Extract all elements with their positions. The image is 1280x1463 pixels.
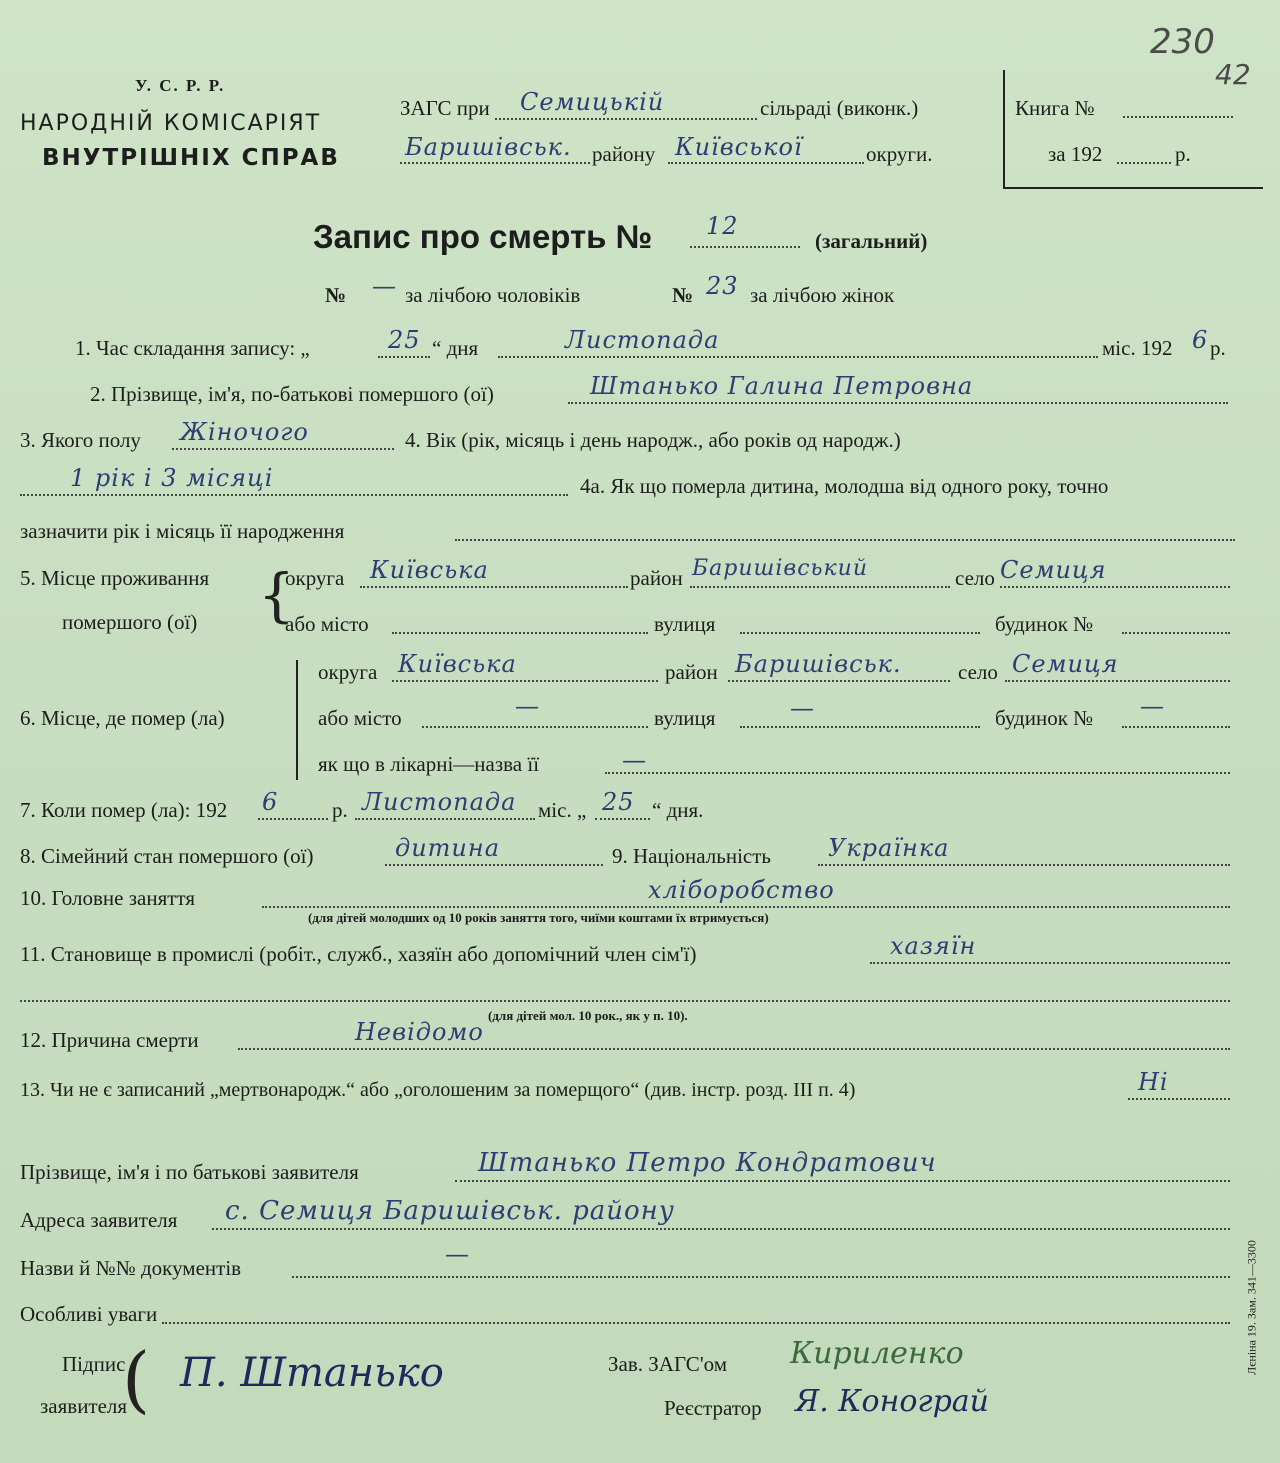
book-year-end: р. [1175, 142, 1191, 166]
f3-sex-hw: Жіночого [180, 418, 309, 446]
f1-label: 1. Час складання запису: „ [75, 336, 310, 360]
archive-number-top: 230 [1150, 22, 1215, 62]
f6-label: 6. Місце, де помер (ла) [20, 706, 225, 730]
f4-age-hw: 1 рік і 3 місяці [70, 464, 274, 492]
f5-okruha-hw: Київська [370, 556, 489, 584]
commissariat-label: НАРОДНІЙ КОМІСАРІЯТ [20, 111, 322, 136]
f1-month-label: міс. 192 [1102, 336, 1173, 360]
f4a-continuation: зазначити рік і місяць її народження [20, 519, 345, 543]
f6-rayon-hw: Баришівськ. [735, 650, 902, 678]
f9-label: 9. Національність [612, 844, 772, 868]
zags-suffix: сільраді (виконк.) [760, 96, 919, 120]
f9-nationality-hw: Українка [828, 834, 950, 862]
internal-affairs-label: ВНУТРІШНІХ СПРАВ [42, 145, 340, 171]
f7-month-hw: Листопада [362, 788, 517, 816]
f7-label: 7. Коли помер (ла): 192 [20, 798, 228, 822]
f2-name-hw: Штанько Галина Петровна [590, 372, 974, 400]
book-label: Книга № [1015, 96, 1095, 120]
f11-position-hw: хазяїн [890, 932, 977, 960]
f7-mis-label: міс. „ [538, 798, 587, 822]
f6-rayon-label: район [665, 660, 718, 684]
notes-label: Особливі уваги [20, 1302, 158, 1326]
f6-selo-label: село [958, 660, 998, 684]
men-count-hw: — [372, 272, 397, 300]
f6-vulytsia-label: вулиця [654, 706, 716, 730]
men-label: за лічбою чоловіків [405, 283, 581, 307]
book-year-label: за 192 [1048, 142, 1103, 166]
f1-day-hw: 25 [388, 326, 421, 354]
f10-occupation-hw: хліборобство [648, 876, 835, 904]
zags-village-hw: Семицькій [520, 88, 665, 116]
f6-hospital-label: як що в лікарні—назва її [318, 752, 540, 776]
f6-bracket [296, 660, 298, 780]
f2-label: 2. Прізвище, ім'я, по-батькові помершого (ої) [90, 382, 494, 406]
f5-brace: { [258, 561, 295, 629]
f3-label: 3. Якого полу [20, 428, 141, 452]
f4-label: 4. Вік (рік, місяць і день народж., або років од народж.) [405, 428, 901, 452]
women-label: за лічбою жінок [750, 283, 895, 307]
f10-note: (для дітей молодших од 10 років заняття того, чиїми коштами їх втримується) [308, 910, 769, 925]
f10-label: 10. Головне заняття [20, 886, 195, 910]
docs-label: Назви й №№ документів [20, 1256, 242, 1280]
f6-selo-hw: Семиця [1012, 650, 1119, 678]
f5-misto-label: або місто [285, 612, 369, 636]
head-label: Зав. ЗАГС'ом [608, 1352, 727, 1376]
f1-year-hw: 6 [1192, 326, 1209, 354]
record-title: Запис про смерть № [313, 218, 653, 255]
f5-selo-hw: Семиця [1000, 556, 1107, 584]
rayon-hw: Баришівськ. [405, 133, 572, 161]
f1-day-label: “ дня [432, 336, 479, 360]
okruha-label: округи. [866, 142, 933, 166]
men-prefix: № [325, 283, 347, 307]
sign-label-line2: заявителя [40, 1394, 128, 1418]
f7-day-label: “ дня. [652, 798, 704, 822]
f5-rayon-label: район [630, 566, 683, 590]
f12-label: 12. Причина смерти [20, 1028, 199, 1052]
docs-hw: — [445, 1240, 470, 1268]
print-mark: Лєніна 19. Зам. 341—3300 [1244, 1240, 1259, 1375]
declarant-name-hw: Штанько Петро Кондратович [478, 1148, 937, 1178]
general-label: (загальний) [815, 229, 928, 253]
f8-status-hw: дитина [395, 834, 500, 862]
women-prefix: № [672, 283, 694, 307]
address-label: Адреса заявителя [20, 1208, 178, 1232]
f8-label: 8. Сімейний стан помершого (ої) [20, 844, 314, 868]
sign-label-line1: Підпис [62, 1352, 126, 1376]
women-count-hw: 23 [706, 272, 739, 300]
f12-cause-hw: Невідомо [355, 1018, 484, 1046]
f5-label-line1: 5. Місце проживання [20, 566, 210, 590]
f13-answer-hw: Ні [1138, 1068, 1169, 1096]
f11-label: 11. Становище в промислі (робіт., служб., хазяїн або допомічний член сім'ї) [20, 942, 697, 966]
f5-selo-label: село [955, 566, 995, 590]
f6-vulytsia-hw: — [790, 694, 815, 722]
okruha-hw: Київської [675, 133, 803, 161]
book-box [1003, 70, 1263, 189]
f5-vulytsia-label: вулиця [654, 612, 716, 636]
rayon-label: району [592, 142, 656, 166]
f1-month-hw: Листопада [565, 326, 720, 354]
registrar-label: Реєстратор [664, 1396, 762, 1420]
f5-budynok-label: будинок № [995, 612, 1094, 636]
f13-label: 13. Чи не є записаний „мертвонародж.“ або „оголошеним за померщого“ (див. інстр. розд. III п. 4) [20, 1079, 856, 1101]
f7-day-hw: 25 [602, 788, 635, 816]
sign-brace: ( [122, 1337, 151, 1421]
archive-number-right: 42 [1215, 58, 1251, 91]
f6-budynok-hw: — [1140, 692, 1165, 720]
address-hw: с. Семиця Баришівськ. району [225, 1196, 675, 1226]
ussr-label: У. С. Р. Р. [135, 76, 226, 95]
f6-misto-label: або місто [318, 706, 402, 730]
f6-okruha-label: округа [318, 660, 378, 684]
f6-budynok-label: будинок № [995, 706, 1094, 730]
registrar-signature: Я. Конограй [795, 1384, 989, 1419]
declarant-label: Прізвище, ім'я і по батькові заявителя [20, 1160, 359, 1184]
f11-note: (для дітей мол. 10 рок., як у п. 10). [488, 1008, 688, 1023]
f6-misto-hw: — [515, 692, 540, 720]
f5-label-line2: помершого (ої) [62, 610, 198, 634]
f6-okruha-hw: Київська [398, 650, 517, 678]
head-signature: Кириленко [790, 1336, 964, 1371]
f6-hospital-hw: — [622, 746, 647, 774]
declarant-signature: П. Штанько [180, 1350, 444, 1396]
f7-year-hw: 6 [262, 788, 279, 816]
record-number-hw: 12 [706, 212, 739, 240]
zags-prefix: ЗАГС при [400, 96, 490, 120]
f4a-label: 4а. Як що померла дитина, молодша від одного року, точно [580, 474, 1109, 498]
f5-rayon-hw: Баришівський [692, 556, 868, 581]
f1-year-end: р. [1210, 336, 1226, 360]
f7-r-label: р. [332, 798, 348, 822]
f5-okruha-label: округа [285, 566, 345, 590]
